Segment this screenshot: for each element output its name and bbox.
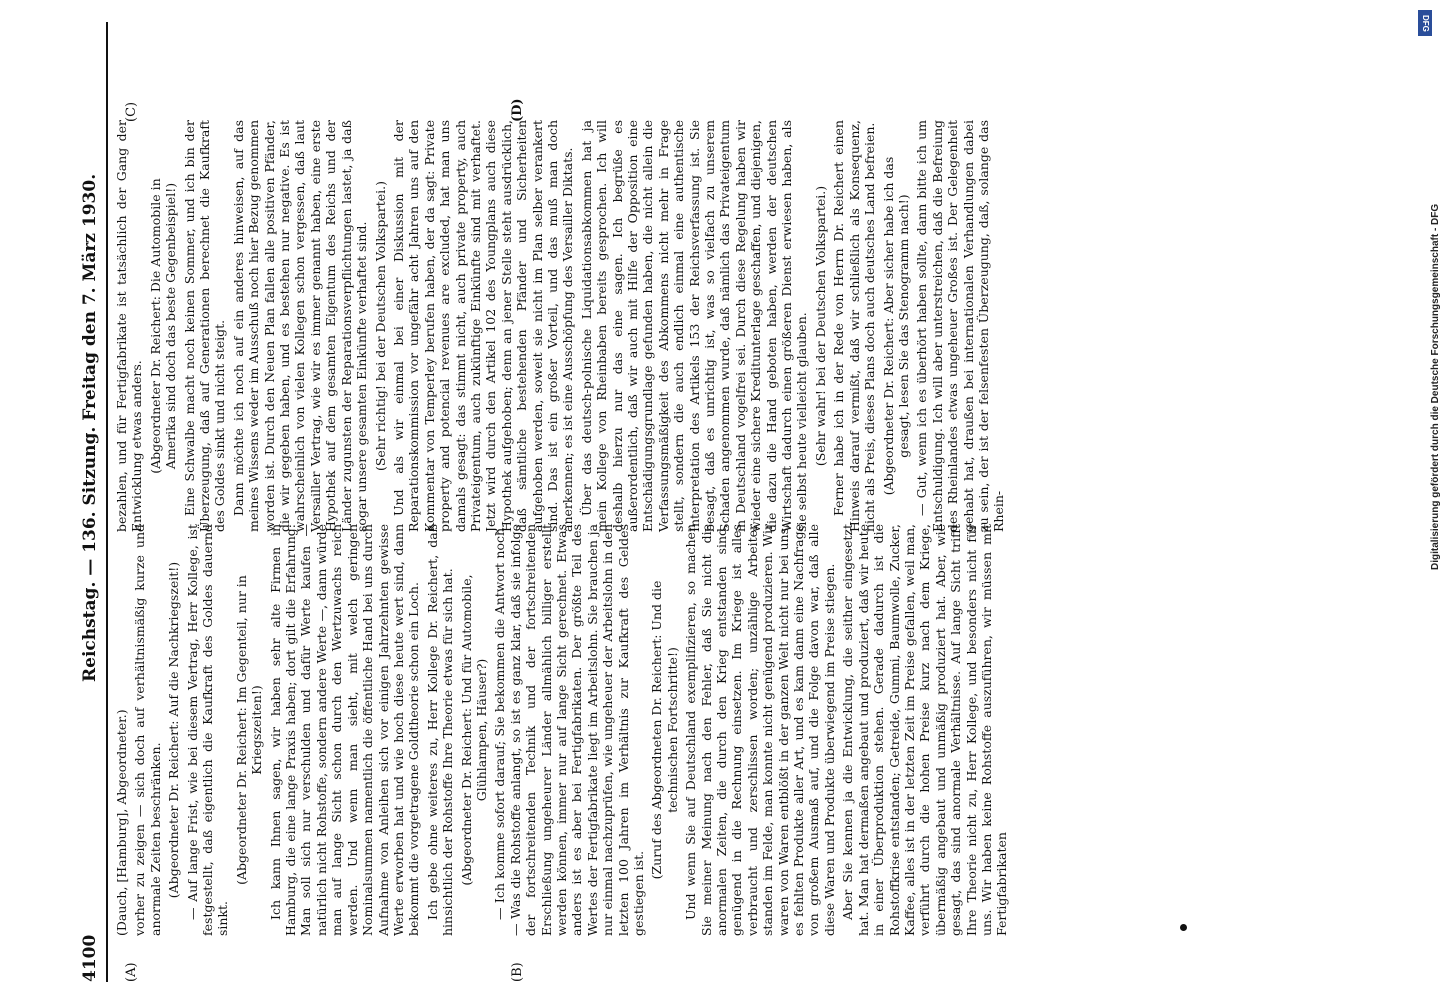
interjection: (Abgeordneter Dr. Reichert: Aber sicher habe ich das gesagt, lesen Sie das Stenogramm nach!): [880, 156, 911, 496]
right-text-column: [114, 120, 1010, 532]
digitization-credit: Digitalisierung gefördert durch die Deutsche Forschungsgemeinschaft - DFG: [1430, 203, 1441, 570]
page-title: Reichstag. — 136. Sitzung. Freitag den 7. März 1930.: [80, 173, 100, 682]
page-number: 4100: [80, 934, 100, 982]
paragraph: — Gut, wenn ich es überhört haben sollte, dann bitte ich um Entschuldigung. Ich will aber unterstreichen, daß die Befreiung des Rheinlandes etwas ungeheuer Großes ist. Der Gelegenheit gehabt hat, draußen bei internationalen Verhandlungen dabei zu sein, der ist der felsenfesten Überzeugung, daß, solange das Rhein-: [914, 120, 1007, 532]
interjection: (Abgeordneter Dr. Reichert: Im Gegenteil, nur in Kriegszeiten!): [233, 575, 265, 885]
margin-marker-d: (D): [510, 98, 525, 122]
interjection: (Sehr wahr! bei der Deutschen Volkspartei.): [812, 185, 828, 467]
paragraph: Ferner habe ich in der Rede von Herrn Dr. Reichert einen Hinweis darauf vermißt, daß wir schließlich als Konsequenz, nicht als Preis, dieses Plans doch auch deutsches Land befreien.: [831, 120, 878, 532]
paragraph: Dann möchte ich noch auf ein anderes hinweisen, auf das meines Wissens weder im Ausschuß noch hier Bezug genommen worden ist. Durch den Neuen Plan fallen alle positiven Pfänder, die wir gegeben haben, und es bestehen nur negative. Es ist wahrscheinlich von vielen Kollegen schon vergessen, daß laut Versailler Vertrag, wie wir es immer genannt haben, eine erste Hypothek auf dem gesamten Eigentum des Reichs und der Länder zugunsten der Reparationsverpflichtungen lastet, ja daß sogar unsere gesamten Einkünfte verhaftet sind.: [230, 120, 370, 532]
interjection: (Abgeordneter Dr. Reichert: Auf die Nachkriegszeit!): [166, 561, 182, 899]
paragraph: Eine Schwalbe macht noch keinen Sommer, und ich bin der Überzeugung, daß auf Generationen berechnet die Kaufkraft des Goldes sinkt und nicht steigt.: [181, 120, 228, 532]
paragraph: — Ich komme sofort darauf; Sie bekommen die Antwort noch. — Was die Rohstoffe anlangt, so ist es ganz klar, daß sie infolge der fortschreitenden Technik und der fortschreitenden Erschließung ungeheurer Länder allmählich billiger erstellt werden können, immer nur auf lange Sicht gerechnet. Etwas anders ist es aber bei Fertigfabrikaten. Der größte Teil des Wertes der Fertigfabrikate liegt im Arbeitslohn. Sie brauchen ja nur einmal nachzuprüfen, wie ungeheuer der Arbeitslohn in den letzten 100 Jahren im Verhältnis zur Kaufkraft des Geldes gestiegen ist.: [492, 524, 646, 936]
header-rule: [106, 22, 108, 982]
rotated-document-page: [80, 0, 1210, 1000]
page-header: [80, 12, 106, 982]
digitization-footer: [1416, 10, 1441, 570]
interjection: (Abgeordneter Dr. Reichert: Und für Automobile, Glühlampen, Häuser?): [458, 574, 489, 886]
paragraph: Ich kann Ihnen sagen, wir haben sehr alte Firmen in Hamburg, die eine lange Praxis haben; dort gilt die Erfahrung: Man soll sich nur verschulden und dafür Werte kaufen — natürlich nicht Rohstoffe, sondern andere Werte —, dann würde man auf lange Sicht schon durch den Wertzuwachs reich werden. Und wenn man sieht, mit welch geringen Nominalsummen namentlich die öffentliche Hand bei uns durch Aufnahme von Anleihen sich vor einigen Jahrzehnten gewisse Werte erworben hat und wie hoch diese heute wert sind, dann bekommt die vorgetragene Goldtheorie schon ein Loch.: [267, 524, 422, 936]
paragraph: — Auf lange Frist, wie bei diesem Vertrag, Herr Kollege, ist festgestellt, daß eigentlich die Kaufkraft des Goldes dauernd sinkt.: [184, 524, 231, 936]
paragraph: bezahlen, und für Fertigfabrikate ist tatsächlich der Gang der Entwicklung etwas anders.: [114, 120, 145, 532]
paragraph: (Dauch, [Hamburg], Abgeordneter.): [114, 709, 129, 936]
paragraph: Ich gebe ohne weiteres zu, Herr Kollege Dr. Reichert, daß hinsichtlich der Rohstoffe Ihre Theorie etwas für sich hat.: [424, 524, 456, 936]
bullet-dot: [1180, 924, 1187, 931]
margin-marker-a: (A): [124, 962, 139, 982]
paragraph: Und wenn Sie auf Deutschland exemplifizieren, so machen Sie meiner Meinung nach den Fehler, daß Sie nicht die anormalen Zeiten, die durch den Krieg entstanden sind, genügend in die Rechnung einsetzen. Im Kriege ist alles verbraucht und zerschlissen worden; unzählige Arbeiter standen im Felde, man konnte nicht genügend produzieren. Wir waren von Waren entblößt in der ganzen Welt nicht nur bei uns, es fehlten Produkte aller Art, und es kam dann eine Nachfrage von großem Ausmaß auf, und die Folge davon war, daß alle diese Waren und Produkte überwiegend im Preise stiegen.: [683, 524, 837, 936]
paragraph: Und als wir einmal bei einer Diskussion mit der Reparationskommission vor ungefähr acht Jahren uns auf den Kommentar von Temperley berufen haben, der da sagt: Private property and potencial revenues are excluded, hat man uns damals gesagt: das stimmt nicht, auch private property, auch Privateigentum, auch zukünftige Einkünfte sind mit verhaftet. Jetzt wird durch den Artikel 102 des Youngplans auch diese Hypothek aufgehoben; denn an jener Stelle steht ausdrücklich, daß sämtliche bestehenden Pfänder und Sicherheiten aufgehoben werden, soweit sie nicht im Plan selber verankert sind. Das ist ein großer Vorteil, und das muß man doch anerkennen; es ist eine Ausschöpfung des Versailler Diktats.: [390, 120, 576, 532]
interjection: (Zuruf des Abgeordneten Dr. Reichert: Und die technischen Fortschritte!): [649, 580, 680, 880]
dfg-logo-badge: DFG: [1418, 10, 1432, 36]
interjection: (Abgeordneter Dr. Reichert: Die Automobile in Amerika sind doch das beste Gegenbeispiel!): [147, 178, 179, 474]
paragraph: Aber Sie kennen ja die Entwicklung, die seither eingesetzt hat. Man hat dermaßen angebaut und produziert, daß wir heute in einer Überproduktion stehen. Gerade dadurch ist die Rohstoffkrise entstanden; Getreide, Gummi, Baumwolle, Zucker, Kaffee, alles ist in der letzten Zeit im Preise gefallen, weil man, verführt durch die hohen Preise kurz nach dem Kriege, übermäßig angebaut und unmäßig produziert hat. Aber, wie gesagt, das sind anormale Verhältnisse. Auf lange Sicht trifft Ihre Theorie nicht zu, Herr Kollege, und besonders nicht für uns. Wir haben keine Rohstoffe auszuführen, wir müssen mit Fertigfabrikaten: [840, 524, 1010, 936]
margin-marker-b: (B): [510, 962, 525, 982]
left-text-column: [114, 524, 1013, 936]
paragraph: vorher zu zeigen — sich doch auf verhältnismäßig kurze und anormale Zeiten beschränken.: [132, 524, 163, 936]
margin-marker-c: (C): [124, 101, 139, 122]
paragraph: Über das deutsch-polnische Liquidationsabkommen hat ja mein Kollege von Rheinbaben bereits gesprochen. Ich will deshalb hierzu nur das eine sagen. Ich begrüße es außerordentlich, daß wir auch mit Hilfe der Opposition eine Entschädigungsgrundlage gefunden haben, die nicht allein die Verfassungsmäßigkeit des Abkommens nicht mehr in Frage stellt, sondern die auch endlich einmal eine authentische Interpretation des Artikels 153 der Reichsverfassung ist. Sie besagt, daß es unrichtig ist, was so vielfach zu unserem Schaden angenommen wurde, daß nämlich das Privateigentum in Deutschland vogelfrei sei. Durch diese Regelung haben wir wieder eine sichere Kreditunterlage geschaffen, und diejenigen, die dazu die Hand geboten haben, werden der deutschen Wirtschaft dadurch einen größeren Dienst erwiesen haben, als sie selbst heute vielleicht glauben.: [578, 120, 810, 532]
interjection: (Sehr richtig! bei der Deutschen Volkspartei.): [372, 180, 388, 472]
